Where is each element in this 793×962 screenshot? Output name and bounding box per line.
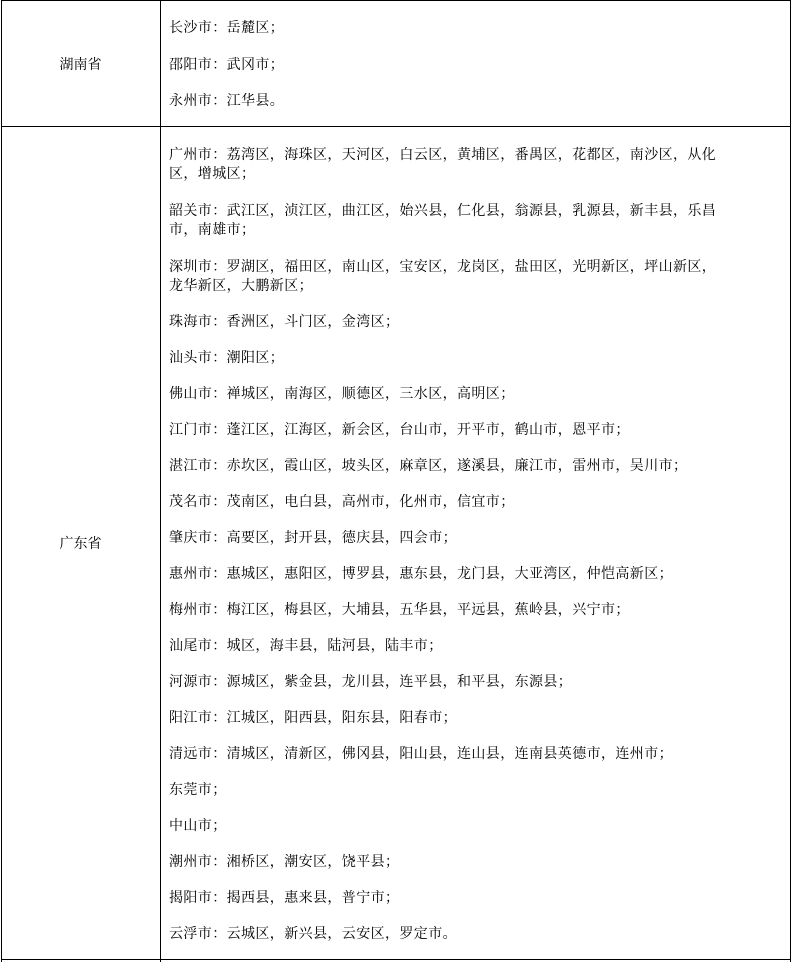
table-border-bottom xyxy=(1,959,791,960)
province-cell-guangdong: 广东省 xyxy=(59,536,102,552)
list-item: 邵阳市：武冈市； xyxy=(169,57,285,73)
list-item-line: 韶关市：武江区，浈江区，曲江区，始兴县，仁化县，翁源县，乳源县，新丰县，乐昌 xyxy=(169,203,717,219)
list-item: 云浮市：云城区，新兴县，云安区，罗定市。 xyxy=(169,926,457,942)
table-border-left xyxy=(1,0,2,962)
table-column-divider xyxy=(160,0,161,962)
list-item: 汕尾市：城区，海丰县，陆河县，陆丰市； xyxy=(169,638,443,654)
list-item-line: 区，增城区； xyxy=(169,166,256,182)
list-item-line: 市，南雄市； xyxy=(169,222,256,238)
list-item: 湛江市：赤坎区，霞山区，坡头区，麻章区，遂溪县，廉江市，雷州市，吴川市； xyxy=(169,458,688,474)
list-item: 揭阳市：揭西县，惠来县，普宁市； xyxy=(169,890,400,906)
list-item: 惠州市：惠城区，惠阳区，博罗县，惠东县，龙门县，大亚湾区，仲恺高新区； xyxy=(169,566,673,582)
list-item: 肇庆市：高要区，封开县，德庆县，四会市； xyxy=(169,530,457,546)
list-item: 永州市：江华县。 xyxy=(169,93,285,109)
list-item: 茂名市：茂南区，电白县，高州市，化州市，信宜市； xyxy=(169,494,515,510)
table-row-divider xyxy=(1,126,791,127)
table-border-top xyxy=(1,0,791,1)
list-item: 潮州市：湘桥区，潮安区，饶平县； xyxy=(169,854,400,870)
list-item: 阳江市：江城区，阳西县，阳东县，阳春市； xyxy=(169,710,457,726)
list-item: 清远市：清城区，清新区，佛冈县，阳山县，连山县，连南县英德市，连州市； xyxy=(169,746,673,762)
list-item-line: 龙华新区，大鹏新区； xyxy=(169,278,313,294)
table-border-right xyxy=(790,0,791,962)
list-item: 东莞市； xyxy=(169,782,227,798)
list-item: 长沙市：岳麓区； xyxy=(169,20,285,36)
list-item: 汕头市：潮阳区； xyxy=(169,350,285,366)
list-item-line: 深圳市：罗湖区，福田区，南山区，宝安区，龙岗区，盐田区，光明新区，坪山新区， xyxy=(169,259,717,275)
list-item: 中山市； xyxy=(169,818,227,834)
region-table xyxy=(1,0,791,962)
list-item: 珠海市：香洲区，斗门区，金湾区； xyxy=(169,314,400,330)
list-item: 佛山市：禅城区，南海区，顺德区，三水区，高明区； xyxy=(169,386,515,402)
province-cell-hunan: 湖南省 xyxy=(59,57,102,73)
list-item: 河源市：源城区，紫金县，龙川县，连平县，和平县，东源县； xyxy=(169,674,573,690)
list-item: 江门市：蓬江区，江海区，新会区，台山市，开平市，鹤山市，恩平市； xyxy=(169,422,630,438)
list-item: 梅州市：梅江区，梅县区，大埔县，五华县，平远县，蕉岭县，兴宁市； xyxy=(169,602,630,618)
list-item-line: 广州市：荔湾区，海珠区，天河区，白云区，黄埔区，番禺区，花都区，南沙区，从化 xyxy=(169,147,717,163)
